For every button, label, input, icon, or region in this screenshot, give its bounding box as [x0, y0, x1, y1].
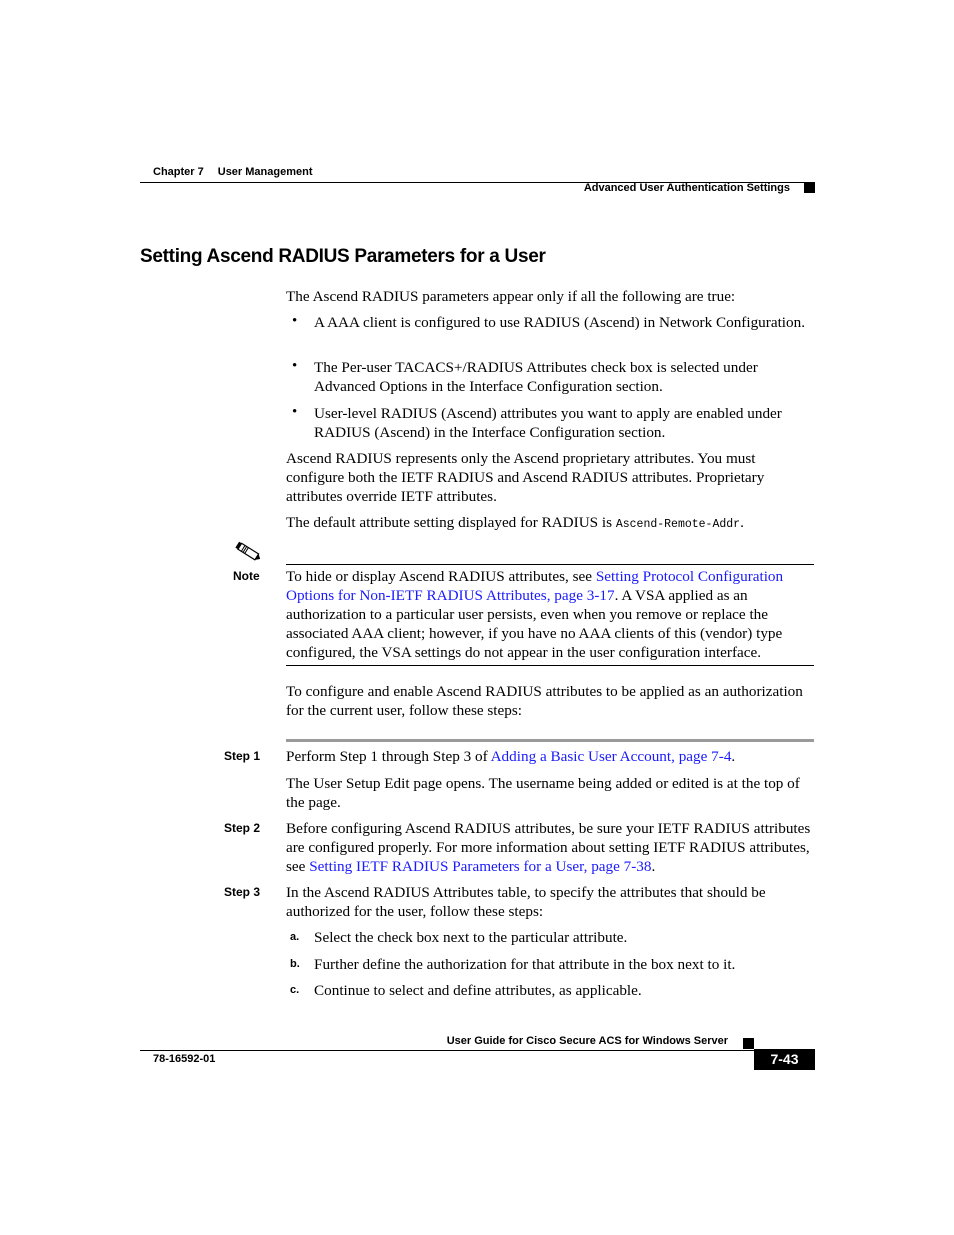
- chapter-number: Chapter 7: [153, 166, 204, 178]
- footer-rule: [140, 1050, 754, 1051]
- bullet-item: A AAA client is configured to use RADIUS (Ascend) in Network Configuration.: [314, 314, 805, 331]
- procedure-intro: To configure and enable Ascend RADIUS attributes to be applied as an authorization for the current user, follow these steps:: [286, 683, 803, 719]
- step-text: [286, 747, 814, 766]
- bullet-glyph: •: [292, 404, 298, 420]
- procedure-rule: [286, 739, 814, 742]
- note-link[interactable]: Setting Protocol Configuration Options for Non-IETF RADIUS Attributes, page 3-17: [286, 568, 784, 604]
- step-text: In the Ascend RADIUS Attributes table, to specify the attributes that should be authorized for the user, follow these steps:: [286, 884, 766, 920]
- header-marker: [804, 182, 815, 193]
- note-text-before: To hide or display Ascend RADIUS attributes, see: [286, 568, 596, 585]
- step-label: Step 2: [224, 821, 261, 835]
- bullet-item: User-level RADIUS (Ascend) attributes you want to apply are enabled under RADIUS (Ascend) in the Interface Configuration section.: [314, 405, 782, 441]
- bullet-glyph: •: [292, 358, 298, 374]
- running-header-left: [153, 166, 313, 178]
- step-link[interactable]: Adding a Basic User Account, page 7-4: [490, 748, 732, 765]
- chapter-title: User Management: [217, 166, 313, 178]
- pencil-note-icon: [234, 541, 262, 563]
- substep-label: c.: [290, 984, 300, 996]
- note-label: Note: [233, 569, 260, 583]
- default-end: .: [740, 514, 744, 531]
- note-text: [286, 567, 814, 662]
- step-label: Step 3: [224, 885, 261, 899]
- step-text-after: .: [651, 858, 656, 875]
- represents-paragraph: Ascend RADIUS represents only the Ascend proprietary attributes. You must configure both the IETF RADIUS and Ascend RADIUS attributes. Proprietary attributes override IETF attributes.: [286, 450, 765, 505]
- step-label: Step 1: [224, 749, 261, 763]
- step-followup: The User Setup Edit page opens. The username being added or edited is at the top of the page.: [286, 775, 800, 811]
- intro-paragraph: The Ascend RADIUS parameters appear only if all the following are true:: [286, 288, 736, 305]
- substep-text: Further define the authorization for that attribute in the box next to it.: [314, 956, 736, 973]
- note-bottom-rule: [286, 665, 814, 666]
- footer-doc-number: 78-16592-01: [153, 1053, 216, 1065]
- page-number: 7-43: [754, 1049, 815, 1070]
- default-attribute-paragraph: [286, 513, 814, 534]
- substep-label: b.: [290, 958, 300, 970]
- note-top-rule: [286, 564, 814, 565]
- substep-label: a.: [290, 931, 300, 943]
- note-text-after: . A VSA applied as an authorization to a particular user persists, even when you remove or replace the associated AAA client; however, if you have no AAA clients of this (vendor) type configured, the VSA settings do not appear in the user configuration interface.: [286, 587, 783, 661]
- step-text-after: .: [731, 748, 736, 765]
- step-text-before: Before configuring Ascend RADIUS attributes, be sure your IETF RADIUS attributes are configured properly. For more information about setting IETF RADIUS attributes, see: [286, 820, 811, 875]
- footer-marker: [743, 1038, 754, 1049]
- bullet-glyph: •: [292, 313, 298, 329]
- bullet-item: The Per-user TACACS+/RADIUS Attributes check box is selected under Advanced Options in the Interface Configuration section.: [314, 359, 758, 395]
- running-header-section: Advanced User Authentication Settings: [583, 182, 790, 194]
- substep-text: Continue to select and define attributes, as applicable.: [314, 982, 642, 999]
- section-title: Setting Ascend RADIUS Parameters for a User: [140, 246, 546, 267]
- step-text-before: Perform Step 1 through Step 3 of: [286, 748, 491, 765]
- default-attribute-code: Ascend-Remote-Addr: [615, 518, 741, 531]
- step-text: [286, 819, 814, 876]
- default-text: The default attribute setting displayed for RADIUS is: [286, 514, 616, 531]
- substep-text: Select the check box next to the particular attribute.: [314, 929, 628, 946]
- step-link[interactable]: Setting IETF RADIUS Parameters for a User, page 7-38: [309, 858, 652, 875]
- footer-guide-title: User Guide for Cisco Secure ACS for Windows Server: [446, 1035, 728, 1047]
